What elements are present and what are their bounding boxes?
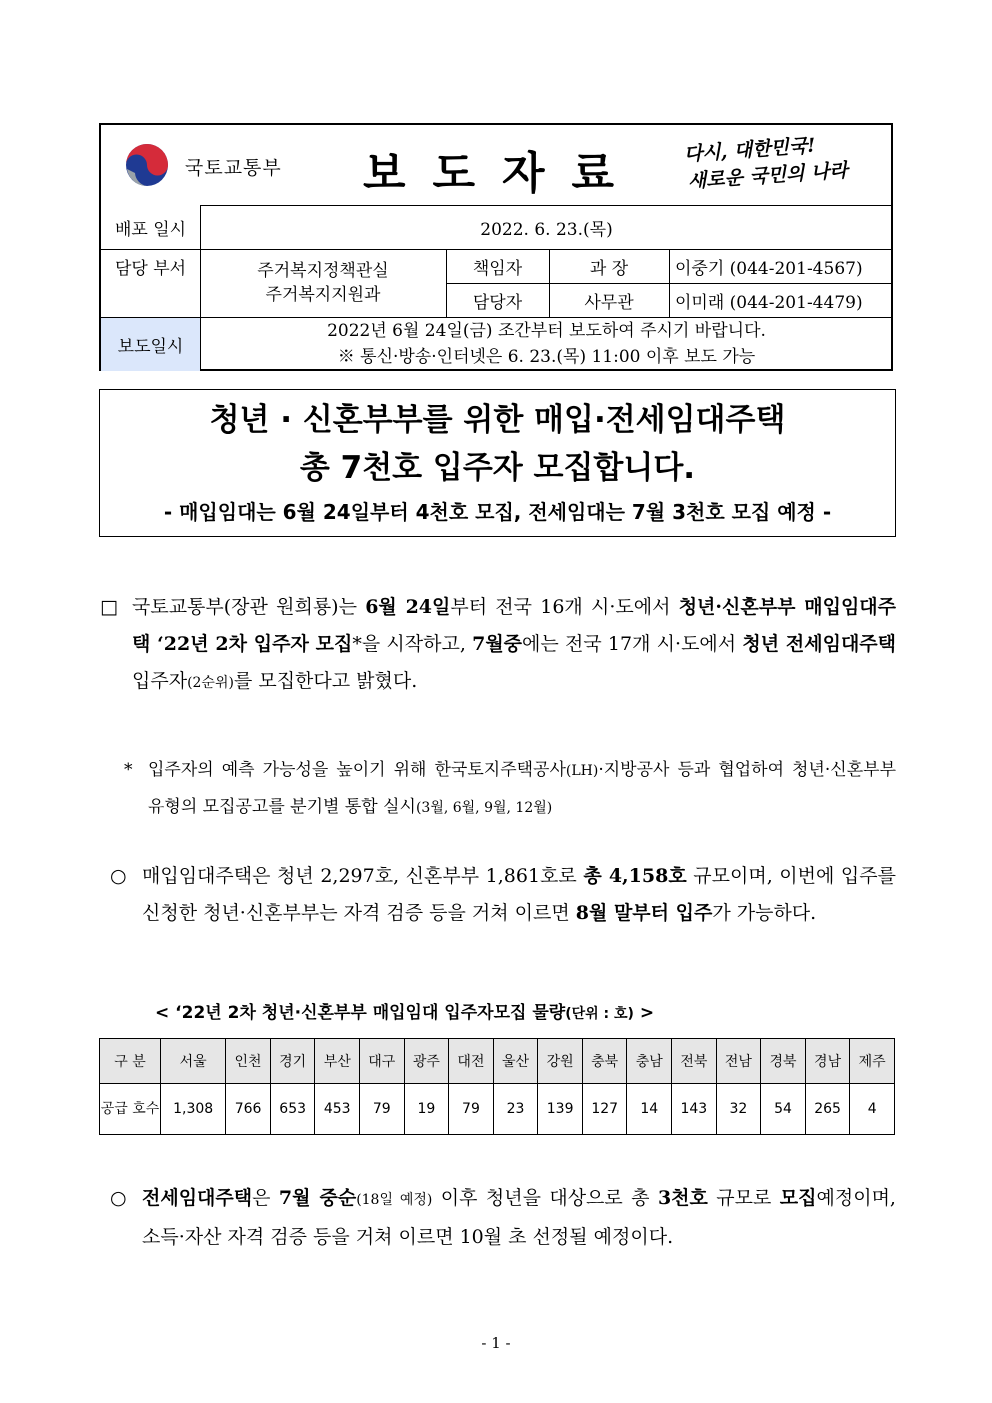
press-header: [99, 123, 893, 371]
p3-a: 전세임대주택: [142, 1187, 253, 1209]
resp-label: 책임자: [472, 258, 523, 279]
p3-b: 은: [252, 1187, 279, 1209]
paragraph-2: [142, 858, 896, 932]
supply-table: [99, 1038, 895, 1135]
headline-subtitle: - 매입임대는 6월 24일부터 4천호 모집, 전세임대는 7월 3천호 모집 예정 -: [163, 500, 832, 524]
supply-value: 139: [538, 1084, 583, 1135]
p2-d: 8월 말부터 입주: [575, 902, 713, 924]
table-header-row: [100, 1039, 895, 1084]
supply-value: 453: [315, 1084, 360, 1135]
release-value: 2022. 6. 23.(목): [480, 219, 613, 240]
page-title: 보도자료: [363, 148, 642, 199]
supply-value: 265: [805, 1084, 850, 1135]
supply-value: 4: [850, 1084, 895, 1135]
page-number: - 1 -: [481, 1334, 511, 1352]
region-header: 충북: [582, 1039, 627, 1084]
headline-line1: 청년 · 신혼부부를 위한 매입·전세임대주택: [209, 402, 786, 438]
region-header: 부산: [315, 1039, 360, 1084]
table-row: [100, 1084, 895, 1135]
header-top: [101, 125, 891, 206]
region-header: 전북: [672, 1039, 717, 1084]
region-header: 서울: [161, 1039, 226, 1084]
dept-label: 담당 부서: [101, 249, 200, 284]
dept-line2: 주거복지지원과: [265, 285, 381, 305]
p3-c: 7월 중순: [278, 1187, 357, 1209]
supply-value: 54: [761, 1084, 806, 1135]
p1-bullet: □: [100, 596, 118, 618]
info-grid: [101, 205, 891, 371]
p1-i: 입주자: [132, 670, 188, 692]
p2-b: 총 4,158호: [583, 865, 687, 887]
region-header: 인천: [226, 1039, 271, 1084]
supply-value: 79: [449, 1084, 494, 1135]
p3-bullet: ○: [110, 1187, 127, 1209]
row-label: 공급 호수: [100, 1084, 161, 1135]
note-b: (LH): [565, 763, 599, 779]
region-header: 제주: [850, 1039, 895, 1084]
staff-label: 담당자: [472, 292, 523, 313]
region-header: 경북: [761, 1039, 806, 1084]
resp-name: 이중기 (044-201-4567): [675, 258, 863, 279]
region-header: 경남: [805, 1039, 850, 1084]
embargo-label: 보도일시: [101, 317, 200, 371]
p3-g: 규모로: [707, 1187, 780, 1209]
note-c: ·지방공사 등과 협업하여 청년·신혼부부 유형의 모집공고를 분기별 통합 실시: [148, 760, 896, 817]
supply-value: 1,308: [161, 1084, 226, 1135]
p3-h: 모집: [779, 1187, 817, 1209]
resp-title: 과 장: [589, 258, 629, 279]
paragraph-1: [132, 589, 896, 702]
staff-name: 이미래 (044-201-4479): [675, 292, 863, 313]
region-header: 울산: [493, 1039, 538, 1084]
slogan-line2: 새로운 국민의 나라: [687, 159, 849, 193]
caption-text: < ‘22년 2차 청년·신혼부부 매입임대 입주자모집 물량: [155, 1003, 566, 1023]
note-star: *: [124, 760, 133, 780]
region-header: 광주: [404, 1039, 449, 1084]
supply-value: 79: [360, 1084, 405, 1135]
supply-value: 143: [672, 1084, 717, 1135]
note-a: 입주자의 예측 가능성을 높이기 위해 한국토지주택공사: [148, 760, 566, 780]
header-label: 구 분: [100, 1039, 161, 1084]
region-header: 충남: [627, 1039, 672, 1084]
region-header: 대구: [360, 1039, 405, 1084]
table-caption: [155, 998, 654, 1023]
supply-value: 32: [716, 1084, 761, 1135]
supply-value: 23: [493, 1084, 538, 1135]
headline-line2: 총 7천호 입주자 모집합니다.: [299, 450, 696, 486]
p1-e: *을 시작하고,: [352, 633, 473, 655]
staff-title: 사무관: [584, 292, 634, 313]
embargo-value: [200, 317, 893, 371]
p2-a: 매입임대주택은 청년 2,297호, 신혼부부 1,861호로: [142, 865, 584, 887]
org-name: 국토교통부: [185, 157, 282, 179]
p1-b: 6월 24일: [365, 596, 451, 618]
p3-f: 3천호: [657, 1187, 708, 1209]
p1-a: 국토교통부(장관 원희룡)는: [132, 596, 366, 618]
paragraph-3: [142, 1180, 896, 1256]
dept-line1: 주거복지정책관실: [257, 261, 389, 281]
dept-value: [200, 249, 446, 317]
p3-d: (18일 예정): [356, 1192, 433, 1208]
supply-value: 127: [582, 1084, 627, 1135]
headline-box: [99, 389, 896, 537]
p1-h: 청년 전세임대주택: [742, 633, 897, 655]
region-header: 대전: [449, 1039, 494, 1084]
p1-j: (2순위): [187, 675, 234, 691]
p3-e: 이후 청년을 대상으로 총: [432, 1187, 658, 1209]
p1-d: 청년·신혼부부 매입임대주택 ‘22년 2차 입주자 모집: [132, 596, 897, 655]
region-header: 경기: [270, 1039, 315, 1084]
caption-end: >: [633, 1003, 655, 1023]
p2-e: 가 가능하다.: [712, 902, 817, 924]
supply-value: 653: [270, 1084, 315, 1135]
embargo-line1: 2022년 6월 24일(금) 조간부터 보도하여 주시기 바랍니다.: [327, 321, 766, 341]
embargo-line2: ※ 통신·방송·인터넷은 6. 23.(목) 11:00 이후 보도 가능: [337, 347, 756, 367]
region-header: 강원: [538, 1039, 583, 1084]
supply-value: 19: [404, 1084, 449, 1135]
region-header: 전남: [716, 1039, 761, 1084]
p2-c: 규모이며, 이번에 입주를 신청한 청년·신혼부부는 자격 검증 등을 거쳐 이르면: [142, 865, 896, 924]
government-emblem-icon: [125, 143, 169, 187]
p2-bullet: ○: [110, 865, 127, 887]
slogan-line1: 다시, 대한민국!: [683, 134, 817, 166]
note-d: (3월, 6월, 9월, 12월): [415, 800, 553, 816]
caption-unit: (단위 : 호): [565, 1006, 634, 1022]
slogan: [683, 128, 877, 201]
release-label: 배포 일시: [101, 205, 200, 249]
supply-value: 766: [226, 1084, 271, 1135]
footnote: [148, 752, 896, 826]
p1-f: 7월중: [472, 633, 523, 655]
p3-i: 예정이며, 소득·자산 자격 검증 등을 거쳐 이르면 10월 초 선정될 예정이다.: [142, 1187, 896, 1248]
supply-value: 14: [627, 1084, 672, 1135]
p1-k: 를 모집한다고 밝혔다.: [233, 670, 418, 692]
p1-g: 에는 전국 17개 시·도에서: [522, 633, 743, 655]
p1-c: 부터 전국 16개 시·도에서: [450, 596, 679, 618]
